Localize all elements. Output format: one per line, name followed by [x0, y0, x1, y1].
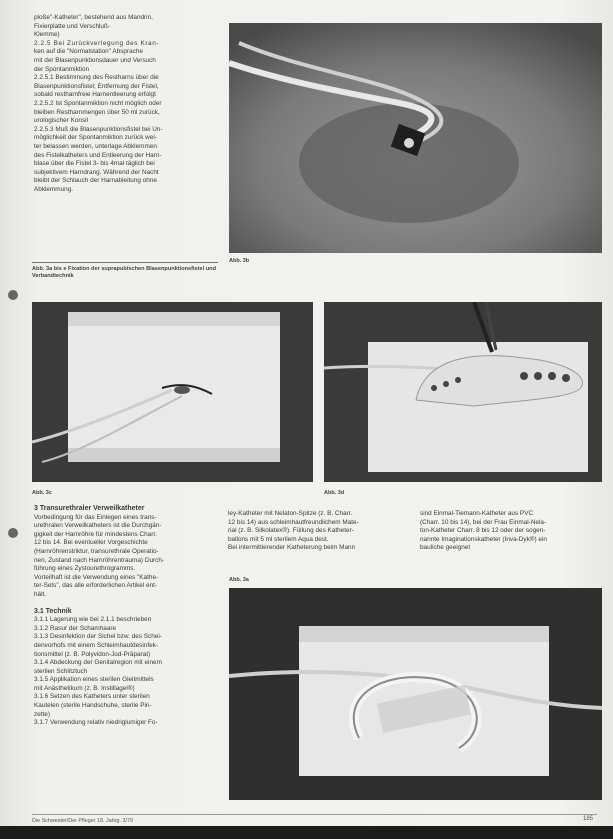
text-line: möglichkeit der Spontanmiktion zurück wei- [34, 134, 157, 142]
right-text-column [420, 510, 600, 553]
text-line: tionsmittel (z. B. Polyvidon-Jod-Präparat) [34, 650, 151, 658]
figure-caption: Abb. 3a bis e Fixation der suprapubischen Blasenpunktionsfistel und Verbandtechnik [32, 262, 218, 280]
text-line: 12 bis 14. Bei eventueller Vorgeschichte [34, 539, 148, 547]
text-line: hält. [34, 590, 47, 598]
text-line: denvorhofs mit einem Schleimhautdesinfek- [34, 641, 158, 649]
text-line: 3.1.4 Abdeckung der Genitalregion mit einem [34, 659, 162, 667]
text-line: rial (z. B. Silkolatex®). Füllung des Katheter- [228, 527, 354, 535]
middle-text-column [228, 510, 410, 553]
text-line: urologischer Konsil [34, 117, 88, 125]
text-line: subjektivem Harndrang. Während der Nacht [34, 168, 159, 176]
text-line: ploße"-Katheter", bestehend aus Mandrin, [34, 14, 153, 21]
text-line: urethralen Verweilkatheters ist die Durchgän- [34, 522, 162, 530]
text-line: ton-Katheter Charr. 8 bis 12 oder der sogen- [420, 527, 546, 535]
label-abb-3c: Abb. 3c [32, 490, 52, 496]
photo-abb-3c [32, 302, 313, 482]
text-line: ken auf die "Normalstation" Absprache [34, 48, 143, 56]
text-line: 3.1.1 Lagerung wie bei 2.1.1 beschrieben [34, 616, 152, 624]
text-line: gigkeit der Harnröhre für mindestens Charr. [34, 530, 157, 538]
text-line: Blasenpunktionsfistel; Entfernung der Fistel, [34, 82, 159, 90]
text-line: sterilen Schlitztuch [34, 667, 88, 675]
punch-hole [8, 528, 18, 538]
footer-journal: Die Schwester/Der Pfleger 18. Jahrg. 3/79 [32, 818, 133, 824]
text-line: 2.2.5 Bei Zurückverlegung des Kran- [34, 39, 160, 47]
text-line: (Harnröhrenstriktur, transurethrale Operatio- [34, 547, 159, 555]
text-line: 3.1.3 Desinfektion der Sichel bzw. des Schei- [34, 633, 162, 641]
text-line: 12 bis 14) aus schleimhautfreundlichem Mate- [228, 518, 359, 526]
text-line: 3.1.7 Verwendung relativ niedriglumiger Fo- [34, 719, 158, 727]
text-line: ter belassen werden, unterlage Abklemmen [34, 142, 157, 150]
photo-abb-3a [229, 588, 602, 800]
text-line: 2.2.5.3 Muß die Blasenpunktionsfistel bei Un- [34, 125, 163, 133]
text-line: 2.2.5.1 Bestimmung des Restharns über die [34, 74, 159, 82]
text-line: ley-Katheter mit Nelaton-Spitze (z. B. Charr. [228, 510, 353, 517]
text-line: bauliche geeignet [420, 544, 471, 552]
text-line: Klemme) [34, 31, 60, 39]
text-line: 3.1.6 Setzen des Katheters unter sterilen [34, 693, 150, 701]
text-line: blase über die Fistel 3- bis 4mal täglich bei [34, 160, 155, 168]
text-line: zette) [34, 710, 50, 718]
text-line: führung eines Zystourethrogramms. [34, 565, 136, 573]
text-line: (Charr. 10 bis 14), bei der Frau Einmal-Nela- [420, 518, 547, 526]
text-line: bleiben Restharnmengen über 50 ml zurück, [34, 108, 160, 116]
label-abb-3d: Abb. 3d [324, 490, 345, 496]
text-line: Vorteilhaft ist die Verwendung eines "Kathe- [34, 573, 159, 581]
text-line: 3.1.5 Applikation eines sterilen Gleitmittels [34, 676, 154, 684]
text-line: der Spontanmiktion [34, 65, 90, 73]
text-line: Vorbedingung für das Einlegen eines trans- [34, 513, 157, 521]
label-abb-3a: Abb. 3a [229, 577, 249, 583]
text-line: Fixierplatte und Verschluß- [34, 22, 111, 30]
text-line: ballons mit 5 ml sterilem Aqua dest. [228, 535, 329, 543]
footer-divider [32, 814, 597, 815]
section-3-column [34, 505, 214, 728]
text-line: sind Einmal-Tiemann-Katheter aus PVC [420, 510, 534, 517]
punch-hole [8, 290, 18, 300]
text-line: Abklemmung. [34, 185, 74, 193]
text-line: mit der Blasenpunktionsdauer und Versuch [34, 56, 156, 64]
text-line: mit Anästhetikum (z. B. Instillagel®) [34, 684, 135, 692]
text-line: Bei intermittierender Katheterung beim Mann [228, 544, 356, 552]
scan-edge [0, 826, 613, 839]
subheading: 3.1 Technik [34, 607, 72, 615]
text-line: Kautelen (sterile Handschuhe, sterile Pin- [34, 702, 152, 710]
text-line: nannte Imaginationskatheter (Inva-Dyk®) ein [420, 535, 547, 543]
photo-abb-3b [229, 23, 602, 253]
section-heading: 3 Transurethraler Verweilkatheter [34, 505, 145, 512]
top-text-column [34, 14, 216, 194]
text-line: des Fistelkatheters und Entleerung der Harn- [34, 151, 162, 159]
page-number: 185 [583, 816, 594, 822]
text-line: nen, Zustand nach Harnröhrentrauma) Durch- [34, 556, 165, 564]
label-abb-3b: Abb. 3b [229, 258, 250, 264]
text-line: 2.2.5.2 Ist Spontanmiktion nicht möglich oder [34, 99, 162, 107]
text-line: ter-Sets", das alle erforderlichen Artikel ent- [34, 582, 158, 590]
text-line: sobald restharnfreie Harnentleerung erfolgt [34, 91, 156, 99]
text-line: 3.1.2 Rasur der Schamhaare [34, 624, 117, 632]
photo-abb-3d [324, 302, 602, 482]
text-line: bleibt der Schlauch der Harnableitung ohne [34, 177, 157, 185]
